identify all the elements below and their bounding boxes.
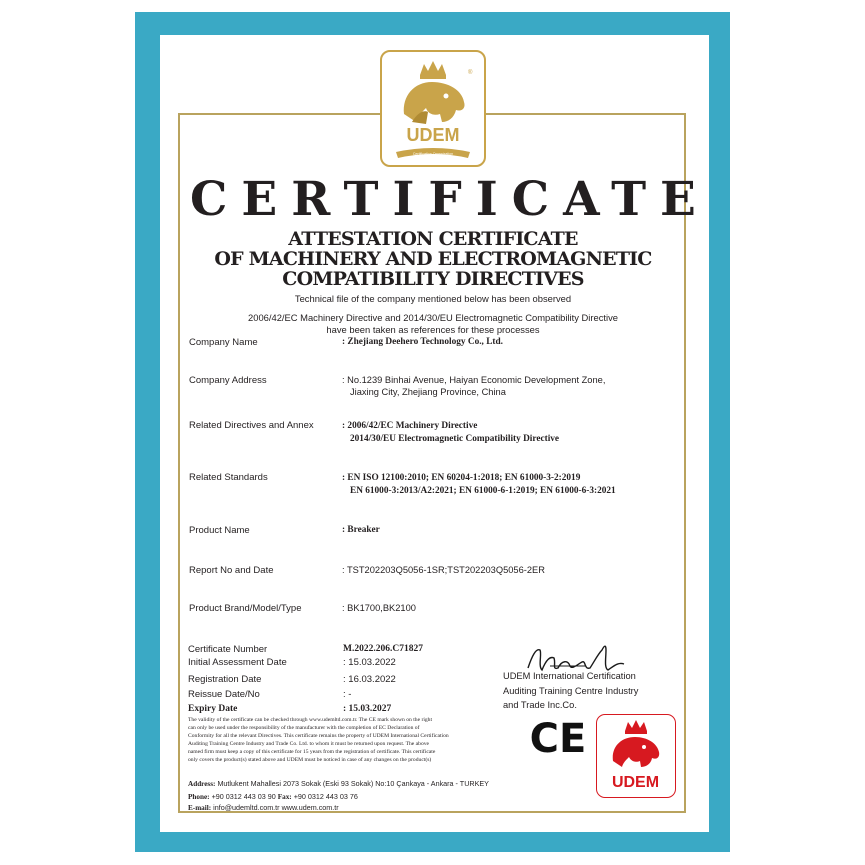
registration-date-label: Registration Date [188,674,262,685]
initial-date-label: Initial Assessment Date [188,657,287,668]
intro-line-2: 2006/42/EC Machinery Directive and 2014/30/EU Electromagnetic Compatibility Directive [248,312,618,323]
standards-label: Related Standards [189,472,268,483]
certificate-number-label: Certificate Number [188,644,268,655]
certificate-title: CERTIFICATE [190,172,710,227]
phone-line: Phone: +90 0312 443 03 90 Fax: +90 0312 443 03 76 [188,792,358,801]
subtitle-line-3: COMPATIBILITY DIRECTIVES [282,268,584,290]
report-value: : TST202203Q5056-1SR;TST202203Q5056-2ER [342,565,545,575]
report-label: Report No and Date [189,565,274,576]
address-line: Address: Mutlukent Mahallesi 2073 Sokak (Eski 93 Sokak) No:10 Çankaya - Ankara - TURKEY [188,779,489,788]
directives-label: Related Directives and Annex [189,420,314,431]
svg-text:CE: CE [529,716,587,760]
reissue-value: : - [343,689,352,700]
subtitle-line-2: OF MACHINERY AND ELECTROMAGNETIC [214,248,652,270]
certificate-number-value: M.2022.206.C71827 [343,644,423,654]
subtitle-line-1: ATTESTATION CERTIFICATE [288,228,578,250]
expiry-date-value: : 15.03.2027 [343,704,392,714]
standards-value: : EN ISO 12100:2010; EN 60204-1:2018; EN 61000-3-2:2019 EN 61000-3:2013/A2:2021; EN 61000-6-1:2019; EN 61000-6-3:2021 [342,473,616,496]
svg-text:®: ® [468,70,473,76]
lion-crown-red-icon [597,715,674,796]
email-line: E-mail: info@udemltd.com.tr www.udem.com.tr [188,803,339,812]
registration-date-value: : 16.03.2022 [343,674,396,685]
udem-logo [380,50,486,167]
brand-model-value: : BK1700,BK2100 [342,603,416,613]
initial-date-value: : 15.03.2022 [343,657,396,668]
ce-mark [528,714,588,760]
company-address-value: : No.1239 Binhai Avenue, Haiyan Economic Development Zone, Jiaxing City, Zhejiang Province, China [342,375,606,397]
expiry-date-label: Expiry Date [188,704,238,714]
reissue-label: Reissue Date/No [188,689,260,700]
validity-paragraph: The validity of the certificate can be checked through www.udemltd.com.tr. The CE mark shown on the right can only be used under the responsibility of the manufacturer with the completion of EC Declaration of Conformity for all the relevant Directives. This certificate remains the property of UDEM International Certification Auditing Training Centre Industry and Trade Co. Ltd. to whom it must be returned upon request. The above named firm must keep a copy of this certificate for 15 years from the registration of certificate. This certificate only covers the product(s) stated above and UDEM must be noticed in case of any changes on the product(s) [188,717,449,763]
issuer-block: UDEM International Certification Auditing Training Centre Industry and Trade Inc.Co. [503,671,639,710]
company-address-label: Company Address [189,375,267,386]
svg-text:UDEM: UDEM [611,774,660,791]
lion-crown-icon [382,52,484,165]
svg-text:UDEM: UDEM [406,125,460,145]
product-name-label: Product Name [189,525,250,536]
directives-value: : 2006/42/EC Machinery Directive 2014/30/EU Electromagnetic Compatibility Directive [342,421,560,444]
svg-text:Certification Organization: Certification Organization [412,152,454,156]
company-name-value: : Zhejiang Deehero Technology Co., Ltd. [342,337,503,347]
company-name-label: Company Name [189,337,258,348]
brand-model-label: Product Brand/Model/Type [189,603,302,614]
intro-line-1: Technical file of the company mentioned below has been observed [294,293,572,304]
udem-stamp [596,714,676,798]
intro-line-3: have been taken as references for these processes [326,324,540,335]
product-name-value: : Breaker [342,525,380,535]
